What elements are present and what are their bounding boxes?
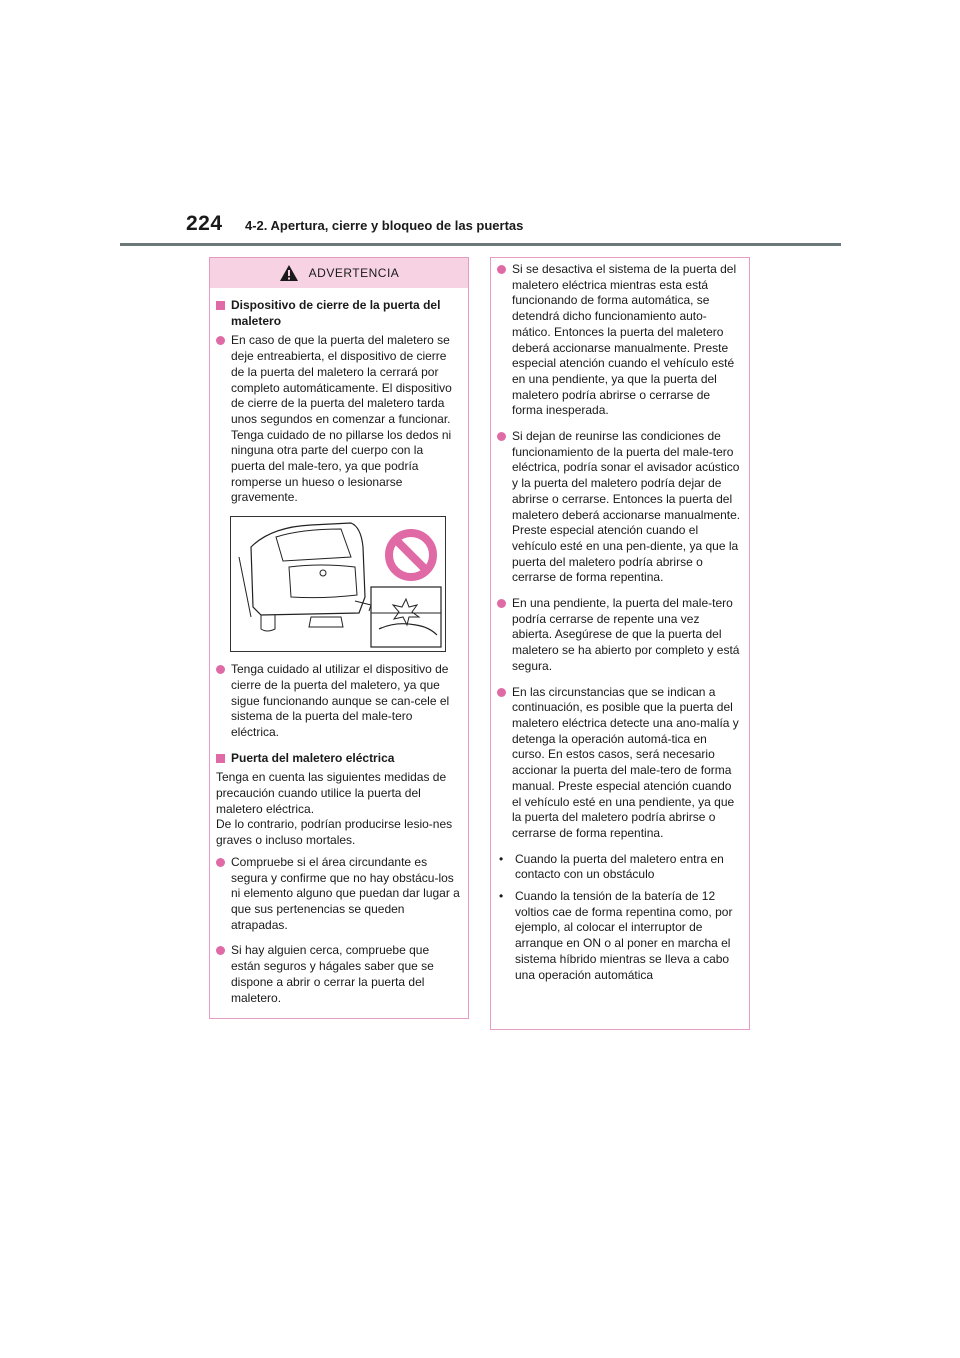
square-bullet-icon <box>216 754 225 763</box>
page-header <box>0 212 960 248</box>
list-item: Tenga cuidado al utilizar el dispositivo de cierre de la puerta del maletero, ya que sigue funcionando aunque se can-cele el sistema de la puerta del male-tero eléctrica. <box>216 662 460 741</box>
circle-bullet-icon <box>497 688 506 697</box>
circle-bullet-icon <box>216 336 225 345</box>
warning-box-right <box>490 257 750 1030</box>
sub-bullet-mark: • <box>499 851 504 866</box>
sub-bullet-mark: • <box>499 889 504 904</box>
warning-triangle-icon <box>279 264 299 282</box>
circle-bullet-icon <box>216 665 225 674</box>
heading-power-tailgate: Puerta del maletero eléctrica <box>216 751 460 767</box>
circle-bullet-icon <box>497 432 506 441</box>
list-item: En las circunstancias que se indican a continuación, es posible que la puerta del maletero eléctrica detecte una ano-malía y detenga la operación automá-tica en curso. En estos casos, será necesario accionar la puerta del male-tero de forma manual. Preste especial atención cuando el vehículo esté en una pendiente, ya que la puerta del maletero podría abrirse o cerrarse de forma repentina. <box>497 685 741 842</box>
list-item: Si hay alguien cerca, compruebe que están seguros y hágales saber que se dispone a abrir o cerrar la puerta del maletero. <box>216 943 460 1006</box>
list-item: Si se desactiva el sistema de la puerta del maletero eléctrica mientras esta está funcionando de forma automática, se detendrá dicho funcionamiento auto-mático. Entonces la puerta del maletero deberá accionarse manualmente. Preste especial atención cuando el vehículo esté en una pendiente, ya que la puerta del maletero podría abrirse o cerrarse de forma inesperada. <box>497 262 741 419</box>
list-item: Si dejan de reunirse las condiciones de funcionamiento de la puerta del male-tero eléctrica, podría sonar el avisador acústico y la puerta del maletero podría dejar de abrirse o cerrarse. Entonces la puerta del maletero deberá accionarse manualmente. Preste especial atención cuando el vehículo esté en una pen-diente, ya que la puerta del maletero podría abrirse o cerrarse de forma repentina. <box>497 429 741 586</box>
circle-bullet-icon <box>497 265 506 274</box>
header-rule <box>120 243 841 246</box>
page-number: 224 <box>186 212 223 235</box>
circle-bullet-icon <box>497 599 506 608</box>
circle-bullet-icon <box>216 858 225 867</box>
tailgate-warning-illustration <box>231 517 445 651</box>
illustration-tailgate-pinch <box>230 516 446 652</box>
list-item: En una pendiente, la puerta del male-tero podría cerrarse de repente una vez abierta. Asegúrese de que la puerta del maletero se ha abierto por completo y está segura. <box>497 596 741 675</box>
sub-list-item: • Cuando la tensión de la batería de 12 voltios cae de forma repentina como, por ejemplo, al colocar el interruptor de arranque en ON o al poner en marcha el sistema híbrido mientras se lleva a cabo una operación automática <box>499 889 733 982</box>
list-item: Compruebe si el área circundante es segura y confirme que no hay obstácu-los ni elemento alguno que puedan dar lugar a que sus pertenencias se queden atrapadas. <box>216 855 460 934</box>
sub-list-item: • Cuando la puerta del maletero entra en contacto con un obstáculo <box>499 851 724 882</box>
list-item: En caso de que la puerta del maletero se deje entreabierta, el dispositivo de cierre de la puerta del maletero la cerrará por completo automáticamente. El dispositivo de cierre de la puerta del maletero tarda unos segundos en comenzar a funcionar. Tenga cuidado de no pillarse los dedos ni ninguna otra parte del cuerpo con la puerta del male-tero, ya que podría romperse un hueso o lesionarse gravemente. <box>216 333 460 506</box>
square-bullet-icon <box>216 301 225 310</box>
paragraph: Tenga en cuenta las siguientes medidas de precaución cuando utilice la puerta del maletero eléctrica. De lo contrario, podrían producirse lesio-nes graves o incluso mortales. <box>216 770 453 848</box>
warning-box-left <box>209 257 469 1019</box>
warning-title: ADVERTENCIA <box>308 266 400 280</box>
section-title: 4-2. Apertura, cierre y bloqueo de las puertas <box>245 218 524 233</box>
circle-bullet-icon <box>216 946 225 955</box>
warning-header <box>210 258 468 288</box>
heading-closer-device: Dispositivo de cierre de la puerta del maletero <box>216 298 460 329</box>
